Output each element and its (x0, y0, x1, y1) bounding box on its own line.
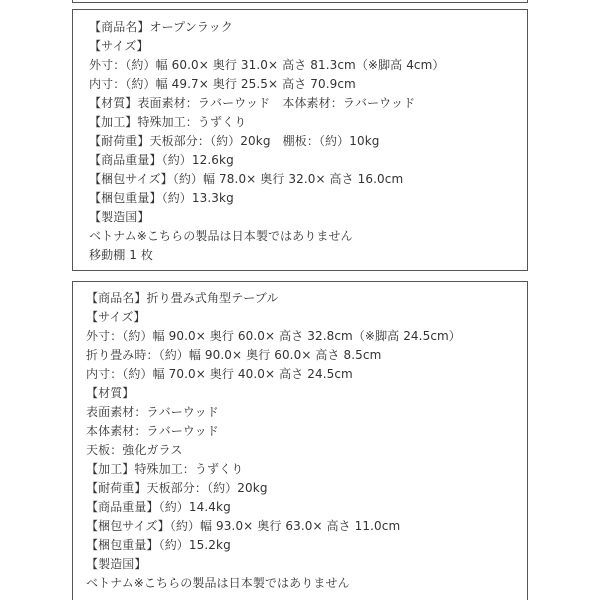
spec-line-surface-material: 表面素材：ラバーウッド (86, 405, 219, 419)
spec-line-package-size: 【梱包サイズ】（約）幅 93.0× 奥行 63.0× 高さ 11.0cm (86, 519, 401, 533)
spec-line-load-capacity: 【耐荷重】天板部分：（約）20kg 棚板：（約）10kg (89, 134, 380, 148)
spec-line-processing: 【加工】特殊加工：うずくり (86, 462, 244, 476)
spec-line-inner-size: 内寸：（約）幅 70.0× 奥行 40.0× 高さ 24.5cm (86, 367, 353, 381)
spec-line-country-heading: 【製造国】 (89, 210, 150, 224)
previous-box-edge (72, 0, 528, 3)
spec-line-product-name: 【商品名】折り畳み式角型テーブル (86, 291, 279, 305)
spec-line-body-material: 本体素材：ラバーウッド (86, 424, 219, 438)
spec-line-product-name: 【商品名】オープンラック (89, 20, 233, 34)
spec-line-country: ベトナム※こちらの製品は日本製ではありません (89, 229, 353, 243)
spec-line-material: 【材質】表面素材：ラバーウッド 本体素材：ラバーウッド (89, 96, 416, 110)
spec-line-product-weight: 【商品重量】（約）12.6kg (89, 153, 234, 167)
spec-line-country-heading: 【製造国】 (86, 557, 147, 571)
spec-line-processing: 【加工】特殊加工：うずくり (89, 115, 247, 129)
spec-line-material-heading: 【材質】 (86, 386, 135, 400)
spec-line-size-heading: 【サイズ】 (86, 310, 146, 324)
spec-line-package-weight: 【梱包重量】（約）13.3kg (89, 191, 234, 205)
spec-line-top-material: 天板：強化ガラス (86, 443, 183, 457)
spec-line-outer-size: 外寸：（約）幅 60.0× 奥行 31.0× 高さ 81.3cm（※脚高 4cm） (89, 58, 445, 72)
spec-line-accessory: 移動棚 1 枚 (89, 248, 153, 262)
spec-line-size-heading: 【サイズ】 (89, 39, 149, 53)
spec-line-package-size: 【梱包サイズ】（約）幅 78.0× 奥行 32.0× 高さ 16.0cm (89, 172, 404, 186)
spec-box-folding-table (72, 281, 528, 600)
spec-line-product-weight: 【商品重量】（約）14.4kg (86, 500, 231, 514)
spec-line-outer-size: 外寸：（約）幅 90.0× 奥行 60.0× 高さ 32.8cm（※脚高 24.5cm） (86, 329, 461, 343)
spec-box-open-rack (72, 9, 528, 271)
spec-line-inner-size: 内寸：（約）幅 49.7× 奥行 25.5× 高さ 70.9cm (89, 77, 356, 91)
spec-line-folded-size: 折り畳み時：（約）幅 90.0× 奥行 60.0× 高さ 8.5cm (86, 348, 382, 362)
spec-line-package-weight: 【梱包重量】（約）15.2kg (86, 538, 231, 552)
spec-line-country: ベトナム※こちらの製品は日本製ではありません (86, 576, 350, 590)
spec-line-load-capacity: 【耐荷重】天板部分：（約）20kg (86, 481, 268, 495)
